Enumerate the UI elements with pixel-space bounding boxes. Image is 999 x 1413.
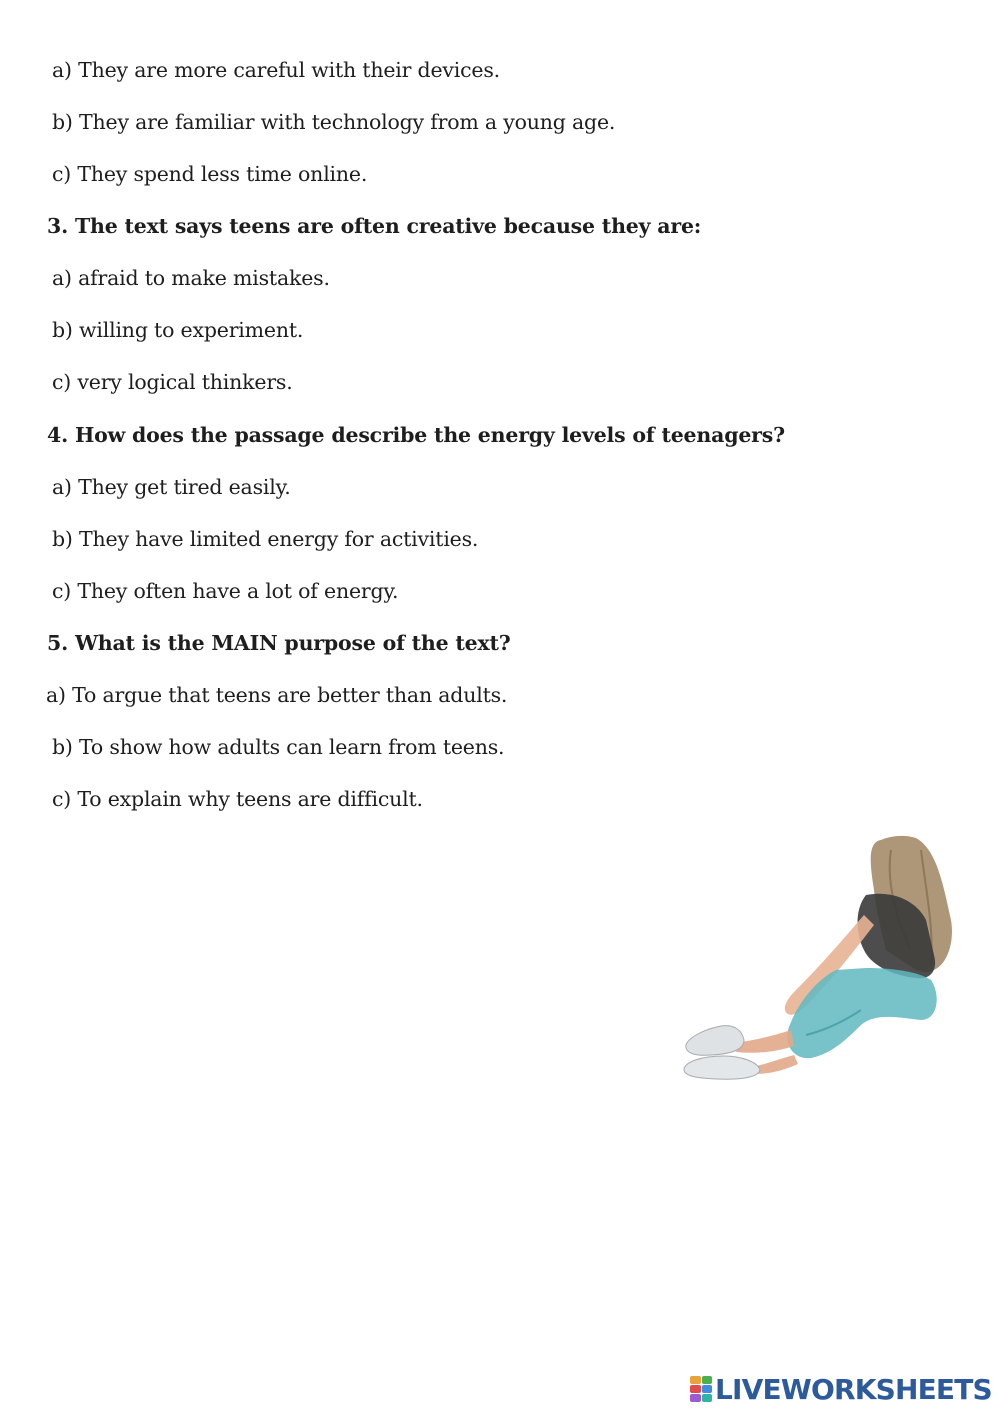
q5-option-c: c) To explain why teens are difficult. [52,787,423,811]
q3-option-a: a) afraid to make mistakes. [52,266,330,290]
q4-option-c: c) They often have a lot of energy. [52,579,399,603]
liveworksheets-logo-icon [690,1376,712,1402]
liveworksheets-brand [690,1372,992,1406]
sitting-teen-girl-illustration [676,830,961,1085]
q2-option-a: a) They are more careful with their devices. [52,58,500,82]
q5-option-a: a) To argue that teens are better than adults. [46,683,508,707]
question-4: 4. How does the passage describe the energy levels of teenagers? [47,423,785,447]
brand-text: LIVEWORKSHEETS [715,1372,992,1406]
question-3: 3. The text says teens are often creative because they are: [47,214,702,238]
q5-option-b: b) To show how adults can learn from teens. [52,735,505,759]
q3-option-b: b) willing to experiment. [52,318,304,342]
q2-option-c: c) They spend less time online. [52,162,368,186]
q4-option-b: b) They have limited energy for activities. [52,527,479,551]
q3-option-c: c) very logical thinkers. [52,370,293,394]
q2-option-b: b) They are familiar with technology from a young age. [52,110,616,134]
q4-option-a: a) They get tired easily. [52,475,291,499]
question-5: 5. What is the MAIN purpose of the text? [47,631,511,655]
